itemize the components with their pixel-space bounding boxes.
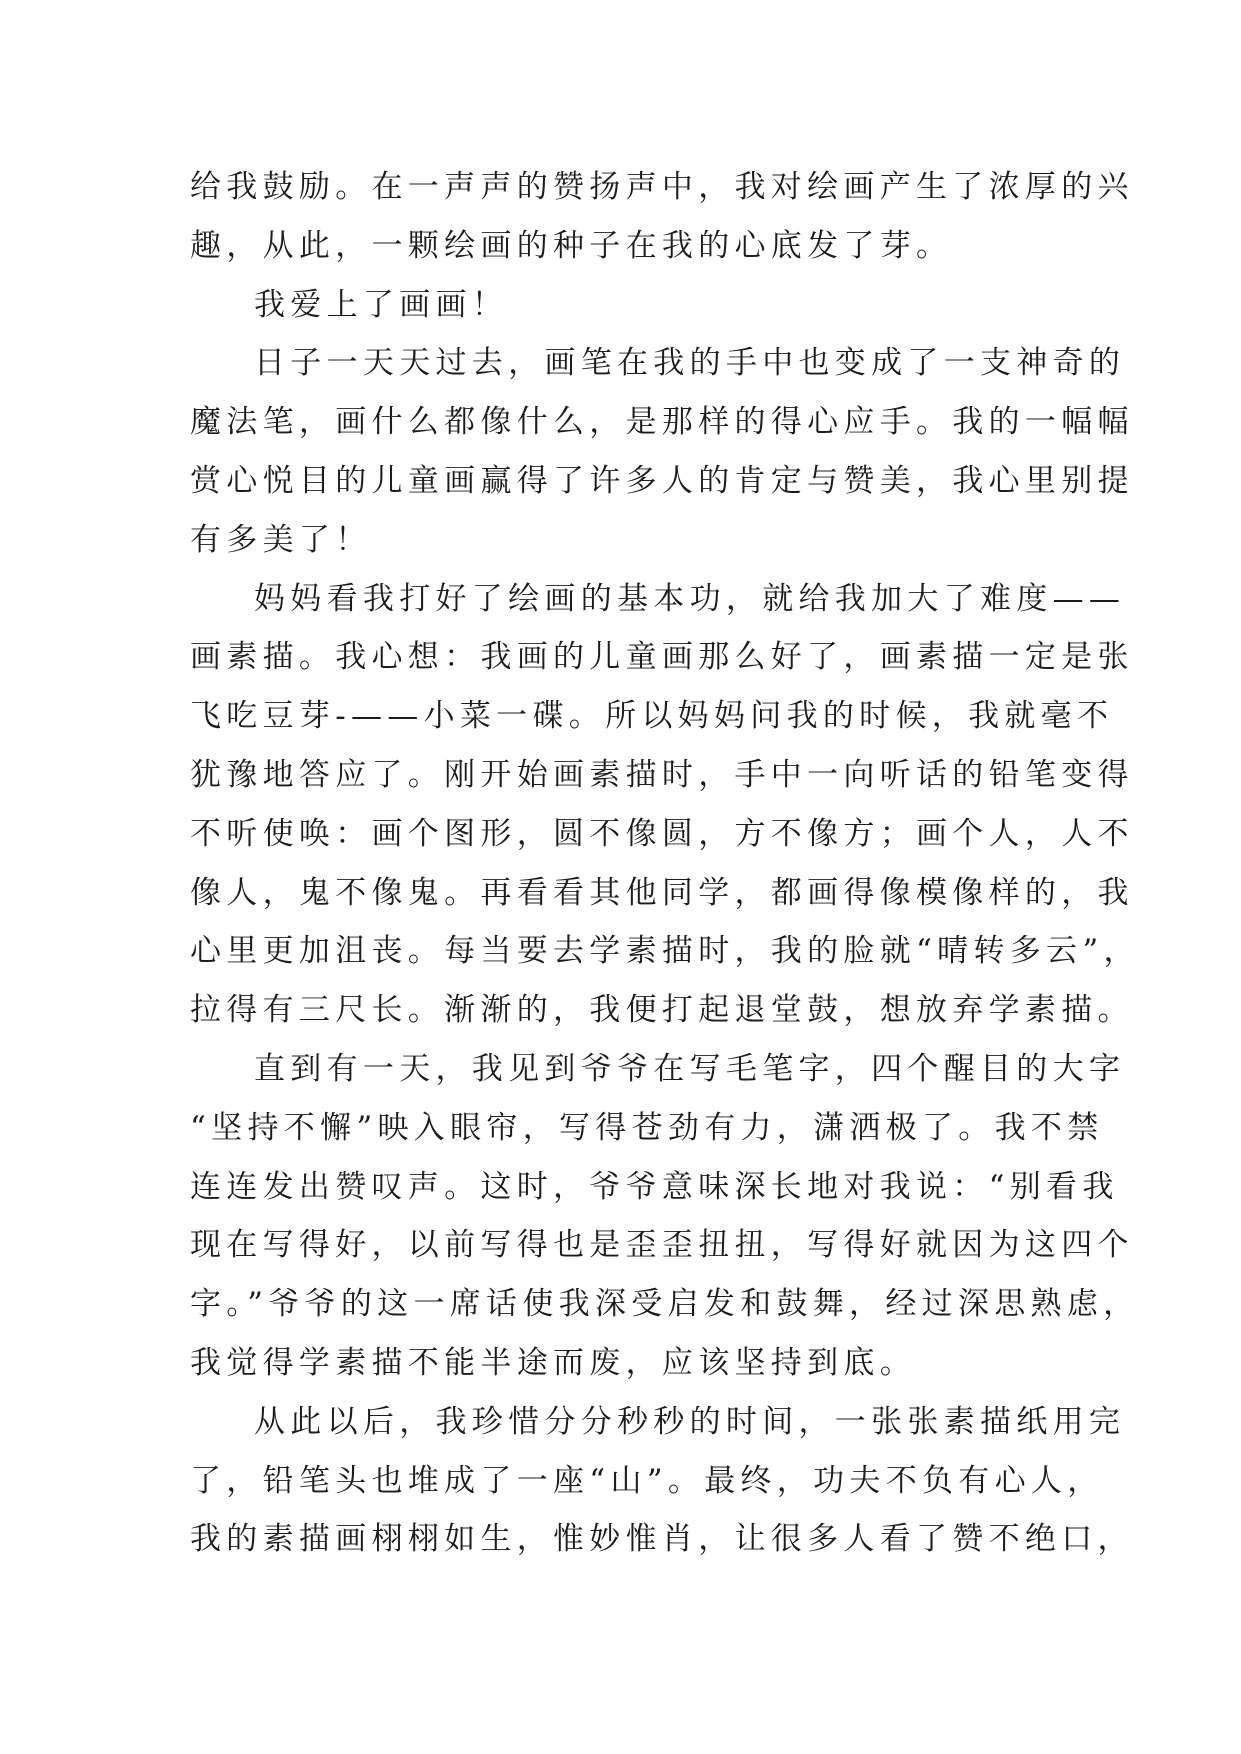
- text-line: 赏心悦目的儿童画赢得了许多人的肯定与赞美，我心里别提: [190, 462, 1134, 499]
- paragraph-first-line: 从此以后，我珍惜分分秒秒的时间，一张张素描纸用完: [254, 1403, 1126, 1440]
- text-line: 我的素描画栩栩如生，惟妙惟肖，让很多人看了赞不绝口，: [190, 1521, 1134, 1558]
- text-line: 不听使唤：画个图形，圆不像圆，方不像方；画个人，人不: [190, 815, 1134, 852]
- text-line: 字。”爷爷的这一席话使我深受启发和鼓舞，经过深思熟虑，: [190, 1286, 1140, 1323]
- paragraph-first-line: 直到有一天，我见到爷爷在写毛笔字，四个醒目的大字: [254, 1050, 1126, 1087]
- paragraph-first-line: 日子一天天过去，画笔在我的手中也变成了一支神奇的: [254, 345, 1126, 382]
- text-line: 我觉得学素描不能半途而废，应该坚持到底。: [190, 1344, 916, 1381]
- text-line: 连连发出赞叹声。这时，爷爷意味深长地对我说：“别看我: [190, 1168, 1119, 1205]
- text-line: 了，铅笔头也堆成了一座“山”。最终，功夫不负有心人，: [190, 1462, 1104, 1499]
- text-line: 犹豫地答应了。刚开始画素描时，手中一向听话的铅笔变得: [190, 756, 1134, 793]
- text-line: 给我鼓励。在一声声的赞扬声中，我对绘画产生了浓厚的兴: [190, 169, 1134, 205]
- text-line: 现在写得好，以前写得也是歪歪扭扭，写得好就因为这四个: [190, 1227, 1134, 1264]
- paragraph-first-line: 妈妈看我打好了绘画的基本功，就给我加大了难度——: [254, 580, 1126, 617]
- text-line: 心里更加沮丧。每当要去学素描时，我的脸就“晴转多云”，: [190, 933, 1140, 970]
- text-line: 画素描。我心想：我画的儿童画那么好了，画素描一定是张: [190, 639, 1134, 676]
- text-line: 魔法笔，画什么都像什么，是那样的得心应手。我的一幅幅: [190, 404, 1134, 441]
- text-line: “坚持不懈”映入眼帘，写得苍劲有力，潇洒极了。我不禁: [190, 1109, 1104, 1146]
- text-line: 趣，从此，一颗绘画的种子在我的心底发了芽。: [190, 227, 953, 264]
- text-line: 拉得有三尺长。渐渐的，我便打起退堂鼓，想放弃学素描。: [190, 992, 1134, 1029]
- body-text: [190, 158, 1140, 1569]
- text-line: 有多美了！: [190, 521, 372, 558]
- paragraph-first-line: 我爱上了画画！: [254, 286, 509, 323]
- text-line: 像人，鬼不像鬼。再看看其他同学，都画得像模像样的，我: [190, 874, 1134, 911]
- text-line: 飞吃豆芽-——小菜一碟。所以妈妈问我的时候，我就毫不: [190, 698, 1114, 735]
